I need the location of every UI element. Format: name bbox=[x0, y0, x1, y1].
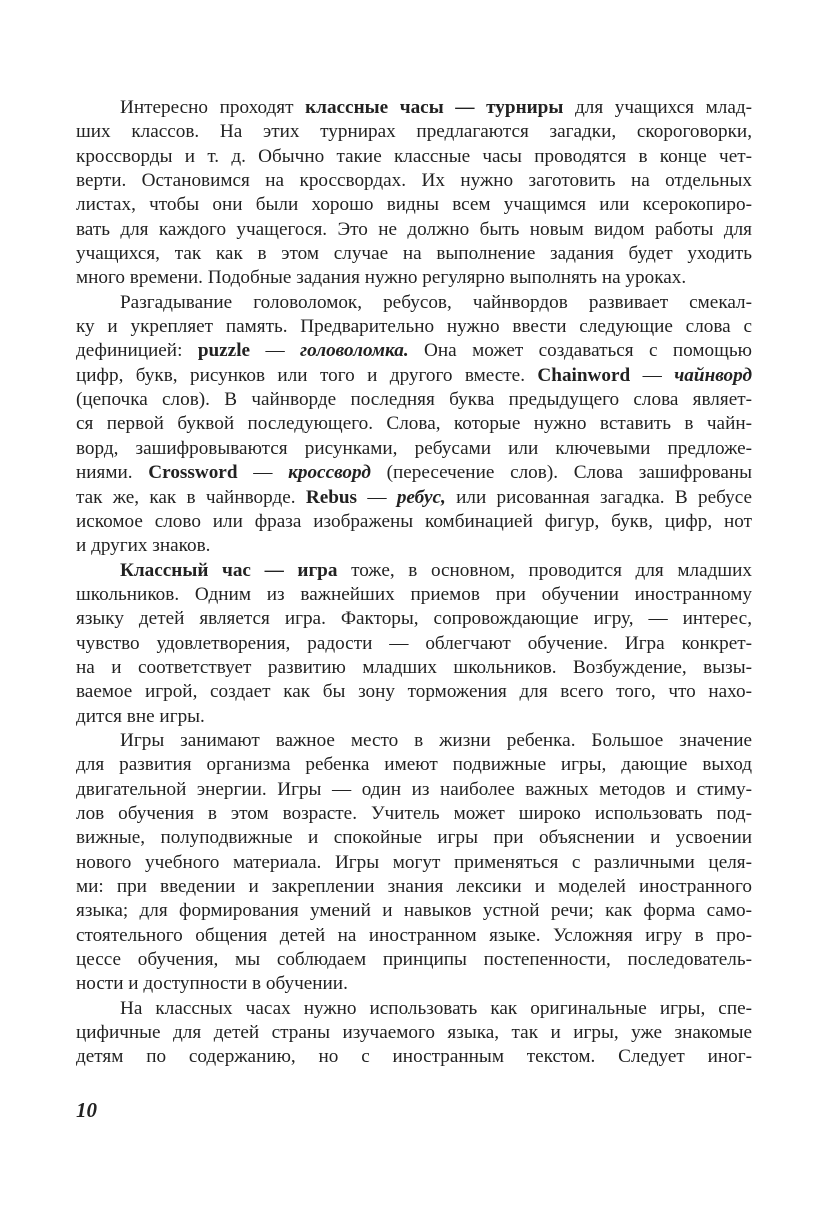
text-line: искомое слово или фраза изображены комбинацией фигур, букв, цифр, нот bbox=[76, 510, 752, 532]
term-krossvord: кроссворд bbox=[288, 462, 371, 484]
body-text bbox=[76, 96, 752, 1070]
text-line: учащихся, так как в этом случае на выполнение задания будет уходить bbox=[76, 243, 752, 265]
text-line: ших классов. На этих турнирах предлагаются загадки, скороговорки, bbox=[76, 121, 752, 143]
text-line: (цепочка слов). В чайнворде последняя буква предыдущего слова являет- bbox=[76, 389, 752, 411]
term-class-hours-tournaments: классные часы — турниры bbox=[305, 97, 564, 118]
term-rebus-ru: ребус, bbox=[396, 486, 446, 508]
text-line: стоятельного общения детей на иностранном языке. Усложняя игру в про- bbox=[76, 924, 752, 946]
text-line: ся первой буквой последующего. Слова, которые нужно вставить в чайн- bbox=[76, 413, 752, 435]
text-line: Разгадывание головоломок, ребусов, чайнвордов развивает смекал- bbox=[120, 291, 752, 313]
text-line: языку детей является игра. Факторы, сопровождающие игру, — интерес, bbox=[76, 608, 752, 630]
paragraph-games-importance bbox=[76, 729, 752, 997]
text-line: цифичные для детей страны изучаемого языка, так и игры, уже знакомые bbox=[76, 1022, 752, 1044]
text-line: цессе обучения, мы соблюдаем принципы постепенности, последователь- bbox=[76, 949, 752, 971]
text-line: детям по содержанию, но с иностранным текстом. Следует иног- bbox=[76, 1046, 752, 1068]
paragraph-puzzles bbox=[76, 291, 752, 559]
text-line: дится вне игры. bbox=[76, 705, 205, 727]
term-rebus: Rebus bbox=[305, 486, 358, 508]
term-chainvord: чайнворд bbox=[674, 364, 752, 386]
text-line: школьников. Одним из важнейших приемов при обучении иностранному bbox=[76, 583, 752, 605]
text-line: цифр, букв, рисунков или того и другого вместе. Chainword — чайнворд bbox=[76, 364, 752, 386]
text-line: кроссворды и т. д. Обычно такие классные часы проводятся в конце чет- bbox=[76, 145, 752, 167]
text-line: ку и укрепляет память. Предварительно нужно ввести следующие слова с bbox=[76, 316, 752, 338]
text-line: ности и доступности в обучении. bbox=[76, 973, 348, 995]
text-line: дефиницией: puzzle — головоломка. Она может создаваться с помощью bbox=[76, 340, 752, 362]
paragraph-game-hour bbox=[76, 559, 752, 729]
text-line: Интересно проходят классные часы — турниры для учащихся млад- bbox=[120, 97, 752, 118]
term-chainword: Chainword bbox=[537, 364, 631, 386]
term-puzzle: puzzle bbox=[197, 340, 251, 362]
text-line: верти. Остановимся на кроссвордах. Их нужно заготовить на отдельных bbox=[76, 170, 752, 192]
paragraph-original-games bbox=[76, 997, 752, 1070]
text-line: ваемое игрой, создает как бы зону торможения для всего того, что нахо- bbox=[76, 681, 752, 703]
term-class-hour-game: Классный час — игра bbox=[120, 559, 338, 581]
paragraph-tournaments bbox=[76, 96, 752, 291]
text-line: и других знаков. bbox=[76, 535, 211, 557]
text-line: вать для каждого учащегося. Это не должно быть новым видом работы для bbox=[76, 218, 752, 240]
text-line: много времени. Подобные задания нужно регулярно выполнять на уроках. bbox=[76, 267, 687, 289]
text-line: На классных часах нужно использовать как оригинальные игры, спе- bbox=[120, 997, 752, 1019]
text-line: на и соответствует развитию младших школьников. Возбуждение, вызы- bbox=[76, 656, 752, 678]
text-line: ворд, зашифровываются рисунками, ребусами или ключевыми предложе- bbox=[76, 437, 752, 459]
text-line: Игры занимают важное место в жизни ребенка. Большое значение bbox=[120, 729, 752, 751]
text-line: для развития организма ребенка имеют подвижные игры, дающие выход bbox=[76, 754, 752, 776]
term-crossword: Crossword bbox=[148, 462, 238, 484]
term-golovolomka: головоломка. bbox=[300, 340, 409, 362]
text-line: вижные, полуподвижные и спокойные игры при объяснении и усвоении bbox=[76, 827, 752, 849]
text-line: так же, как в чайнворде. Rebus — ребус, или рисованная загадка. В ребусе bbox=[76, 486, 752, 508]
text-line: листах, чтобы они были хорошо видны всем учащимся или ксерокопиро- bbox=[76, 194, 752, 216]
text-line: нового учебного материала. Игры могут применяться с различными целя- bbox=[76, 851, 752, 873]
text-line: двигательной энергии. Игры — один из наиболее важных методов и стиму- bbox=[76, 778, 752, 800]
text-line: языка; для формирования умений и навыков устной речи; как форма само- bbox=[76, 900, 752, 922]
text-line: чувство удовлетворения, радости — облегчают обучение. Игра конкрет- bbox=[76, 632, 752, 654]
page-number: 10 bbox=[76, 1098, 97, 1122]
text-line: Классный час — игра тоже, в основном, проводится для младших bbox=[120, 559, 752, 581]
text-line: ми: при введении и закреплении знания лексики и моделей иностранного bbox=[76, 876, 752, 897]
text-line: лов обучения в этом возрасте. Учитель может широко использовать под- bbox=[76, 802, 752, 824]
text-line: ниями. Crossword — кроссворд (пересечение слов). Слова зашифрованы bbox=[76, 462, 752, 484]
